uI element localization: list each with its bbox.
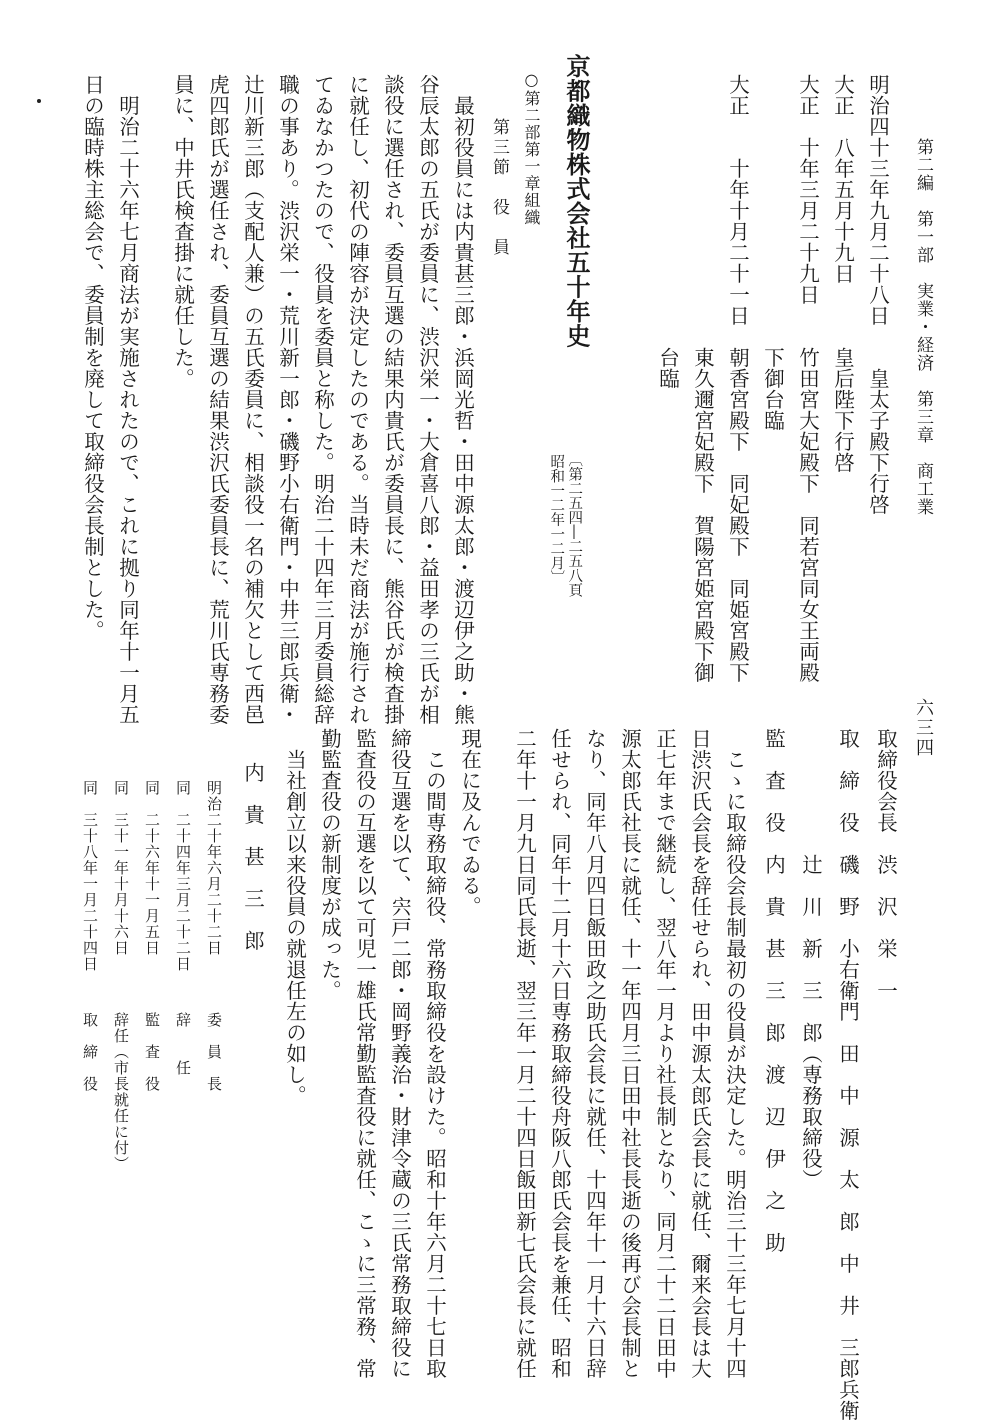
body-line: 明治二十六年七月商法が実施されたので、これに拠り同年十一月五 xyxy=(115,74,140,725)
body-line: に就任し、初代の陣容が決定したのである。当時未だ商法が施行され xyxy=(345,74,370,725)
chapter-subheading: ○第二部第一章組織 xyxy=(522,70,541,226)
event-line: 大正 八年五月十九日 皇后陛下行啓 xyxy=(830,74,855,473)
running-head: 第二編 第一部 実業・経済 第三章 商工業 xyxy=(913,138,933,516)
source-title: 京都織物株式会社五十年史 xyxy=(562,54,591,348)
event-line: 下御台臨 xyxy=(760,74,785,431)
event-line: 台臨 xyxy=(655,74,680,389)
body-line: 辻川新三郎（支配人兼）の五氏委員に、相談役一名の補欠として西邑 xyxy=(240,74,265,725)
body-line: 任せられ、同年十二月十六日専務取締役舟阪八郎氏会長を兼任、昭和 xyxy=(547,728,572,1379)
body-line: この間専務取締役、常務取締役を設けた。昭和十年六月二十七日取 xyxy=(422,728,447,1379)
body-line: 谷辰太郎の五氏が委員に、渋沢栄一・大倉喜八郎・益田孝の三氏が相 xyxy=(415,74,440,725)
tenure-role: 監 査 役 xyxy=(143,1012,161,1092)
body-line: 勤監査役の新制度が成った。 xyxy=(317,728,342,1001)
event-line: 大正 十年十月二十一日 朝香宮殿下 同妃殿下 同姫宮殿下 xyxy=(725,74,750,683)
body-line: 締役互選を以て、宍戸二郎・岡野義治・財津令蔵の三氏常務取締役に xyxy=(387,728,412,1379)
tenure-role: 辞任（市長就任に付） xyxy=(112,1012,130,1172)
event-line: 明治四十三年九月二十八日 皇太子殿下行啓 xyxy=(865,74,890,515)
body-line: 正七年まで継続し、翌八年一月より社長制となり、同月二十二日田中 xyxy=(652,728,677,1379)
officer-line: 辻 川 新 三 郎（専務取締役） xyxy=(798,728,823,1190)
tenure-date: 同 二十四年三月二十二日 xyxy=(174,780,192,972)
body-line: 虎四郎氏が選任され、委員互選の結果渋沢氏委員長に、荒川氏専務委 xyxy=(205,74,230,725)
tenure-date: 同 三十八年一月二十四日 xyxy=(81,780,99,972)
tenure-date: 同 二十六年十一月五日 xyxy=(143,780,161,956)
page-number: 六三四 xyxy=(913,698,934,758)
body-line: 源太郎氏社長に就任、十一年四月三日田中社長長逝の後再び会長制と xyxy=(617,728,642,1379)
body-line: なり、同年八月四日飯田政之助氏会長に就任、十四年十一月十六日辞 xyxy=(582,728,607,1379)
body-line: 談役に選任され、委員互選の結果内貴氏が委員長に、熊谷氏が検査掛 xyxy=(380,74,405,725)
tenure-role: 辞 任 xyxy=(174,1012,192,1076)
event-line: 大正 十年三月二十九日 竹田宮大妃殿下 同若宮同女王両殿 xyxy=(795,74,820,683)
tenure-date: 明治二十年六月二十二日 xyxy=(205,780,223,956)
body-line: 監査役の互選を以て可児一雄氏常勤監査役に就任、こゝに三常務、常 xyxy=(352,728,377,1379)
officer-line: 取締役会長 渋 沢 栄 一 xyxy=(873,728,898,1001)
body-line: てゐなかつたので、役員を委員と称した。明治二十四年三月委員総辞 xyxy=(310,74,335,725)
officer-line: 監 査 役 内 貴 甚 三 郎 渡 辺 伊 之 助 xyxy=(761,728,786,1253)
body-line: 職の事あり。渋沢栄一・荒川新一郎・磯野小右衛門・中井三郎兵衛・ xyxy=(275,74,300,725)
source-citation-1: 〔第二五四―二五八頁 xyxy=(566,452,583,597)
body-line: 員に、中井氏検査掛に就任した。 xyxy=(170,74,195,389)
section-heading: 第三節 役 員 xyxy=(489,118,509,258)
body-line: 日渋沢氏会長を辞任せられ、田中源太郎氏会長に就任、爾来会長は大 xyxy=(687,728,712,1379)
ink-speck xyxy=(37,99,41,103)
body-line: 当社創立以来役員の就退任左の如し。 xyxy=(282,728,307,1106)
tenure-role: 委 員 長 xyxy=(205,1012,223,1092)
officer-line: 取 締 役 磯 野 小右衛門 田 中 源 太 郎 中 井 三郎兵衛 xyxy=(835,728,860,1421)
tenure-date: 同 三十一年十月十六日 xyxy=(112,780,130,956)
tenure-role: 取 締 役 xyxy=(81,1012,99,1092)
body-line: 日の臨時株主総会で、委員制を廃して取締役会長制とした。 xyxy=(80,74,105,641)
body-line: 二年十一月九日同氏長逝、翌三年一月二十四日飯田新七氏会長に就任 xyxy=(512,728,537,1379)
body-line: 最初役員には内貴甚三郎・浜岡光哲・田中源太郎・渡辺伊之助・熊 xyxy=(450,74,475,725)
tenure-name: 内 貴 甚 三 郎 xyxy=(240,762,265,951)
body-line: 現在に及んでゐる。 xyxy=(457,728,482,917)
event-line: 東久邇宮妃殿下 賀陽宮姫宮殿下御 xyxy=(690,74,715,683)
source-citation-2: 昭和一二年一二月〕 xyxy=(548,454,565,585)
body-line: こゝに取締役会長制最初の役員が決定した。明治三十三年七月十四 xyxy=(722,728,747,1379)
